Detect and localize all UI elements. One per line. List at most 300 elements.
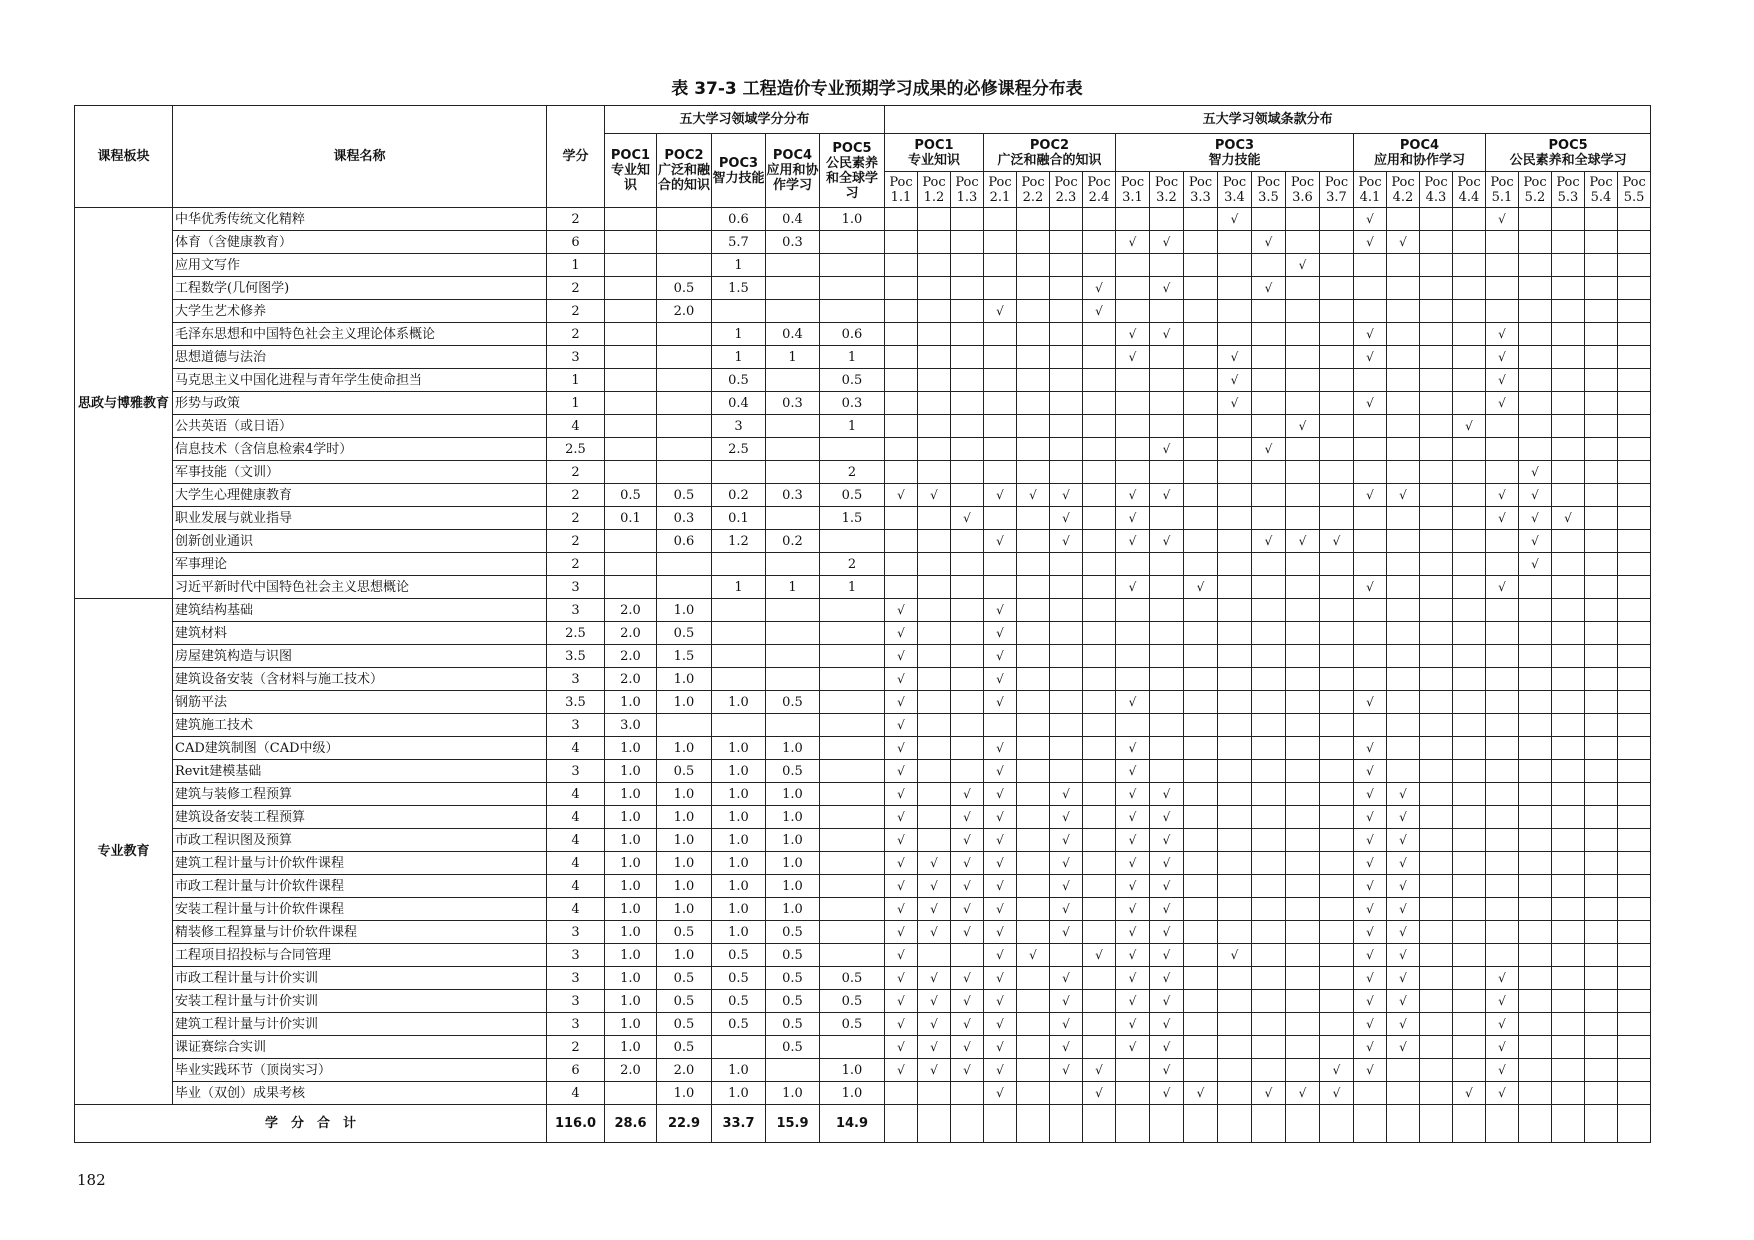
table-title: 表 37-3 工程造价专业预期学习成果的必修课程分布表: [671, 79, 1083, 99]
poc-check-cell: [1116, 461, 1150, 484]
poc-check-cell: [1286, 1059, 1320, 1082]
poc-credit-value: 1.0: [766, 898, 820, 921]
poc-check-cell: [1083, 990, 1116, 1013]
total-empty-cell: [1050, 1105, 1083, 1143]
poc-sub-prefix: Poc: [1222, 174, 1247, 190]
total-empty-cell: [1453, 1105, 1486, 1143]
poc-check-cell: [1618, 208, 1651, 231]
poc-credit-value: [605, 530, 657, 553]
poc-check-cell: [1286, 507, 1320, 530]
poc-check-cell: [1585, 668, 1618, 691]
check-mark: √: [1519, 507, 1552, 530]
poc-check-cell: [1552, 898, 1585, 921]
poc-check-cell: [1050, 438, 1083, 461]
check-mark: √: [1354, 231, 1387, 254]
poc-check-cell: [1618, 691, 1651, 714]
poc-sub-prefix: Poc: [1054, 174, 1078, 190]
poc-check-cell: [1618, 622, 1651, 645]
check-mark: √: [918, 921, 951, 944]
poc-check-cell: [1519, 760, 1552, 783]
poc-check-cell: [1286, 300, 1320, 323]
poc-sub-code: 5.4: [1590, 189, 1612, 205]
poc-check-cell: [1519, 277, 1552, 300]
poc-check-cell: [1453, 300, 1486, 323]
poc-credit-value: 0.5: [766, 990, 820, 1013]
course-name: 军事技能（文训）: [173, 461, 547, 484]
poc-code: POC1: [610, 148, 651, 163]
poc-credit-value: [657, 208, 712, 231]
table-row: [75, 208, 1651, 231]
check-mark: √: [984, 484, 1017, 507]
poc-check-cell: [951, 645, 984, 668]
course-credit: 3: [547, 967, 605, 990]
poc-check-cell: [1618, 1059, 1651, 1082]
course-credit: 4: [547, 783, 605, 806]
check-mark: √: [1150, 277, 1184, 300]
poc-sub-code: 3.4: [1224, 189, 1245, 205]
check-mark: √: [918, 967, 951, 990]
check-mark: √: [984, 300, 1017, 323]
poc-credit-value: 1: [766, 346, 820, 369]
poc-credit-value: 2.0: [605, 622, 657, 645]
poc-check-cell: [1184, 599, 1218, 622]
poc-check-cell: [918, 277, 951, 300]
table-row: [75, 1059, 1651, 1082]
poc-check-cell: [1486, 300, 1519, 323]
poc-check-cell: [1116, 254, 1150, 277]
poc-check-cell: [1453, 323, 1486, 346]
check-mark: √: [885, 875, 918, 898]
poc-check-cell: [1585, 323, 1618, 346]
poc-sub-prefix: Poc: [1087, 174, 1111, 190]
poc-check-cell: [1420, 898, 1453, 921]
check-mark: √: [1354, 323, 1387, 346]
poc-check-cell: [1453, 553, 1486, 576]
header-poc-sub-5-3: [1552, 172, 1585, 208]
poc-credit-value: [657, 553, 712, 576]
header-domain-items: 五大学习领域条款分布: [885, 106, 1651, 134]
course-credit: 2: [547, 323, 605, 346]
poc-check-cell: [1519, 852, 1552, 875]
poc-check-cell: [1453, 852, 1486, 875]
check-mark: √: [1116, 1013, 1150, 1036]
poc-sub-prefix: Poc: [1457, 174, 1481, 190]
course-name: 职业发展与就业指导: [173, 507, 547, 530]
poc-check-cell: [918, 208, 951, 231]
poc-check-cell: [1218, 967, 1252, 990]
poc-check-cell: [1453, 806, 1486, 829]
total-empty-cell: [1519, 1105, 1552, 1143]
check-mark: √: [918, 852, 951, 875]
poc-check-cell: [1050, 760, 1083, 783]
check-mark: √: [1050, 990, 1083, 1013]
check-mark: √: [1486, 1013, 1519, 1036]
course-credit: 2: [547, 484, 605, 507]
check-mark: √: [1486, 392, 1519, 415]
poc-check-cell: [1184, 852, 1218, 875]
poc-check-cell: [1420, 208, 1453, 231]
poc-check-cell: [1184, 530, 1218, 553]
poc-check-cell: [1252, 990, 1286, 1013]
poc-check-cell: [1218, 323, 1252, 346]
check-mark: √: [1354, 208, 1387, 231]
poc-check-cell: [1552, 392, 1585, 415]
poc-check-cell: [1252, 1013, 1286, 1036]
poc-check-cell: [1420, 530, 1453, 553]
check-mark: √: [918, 484, 951, 507]
poc-check-cell: [951, 622, 984, 645]
poc-group-label: 应用和协作学习: [1373, 152, 1465, 168]
poc-group-code: POC3: [1214, 137, 1255, 153]
poc-label: 应用和协作学习: [766, 163, 819, 193]
poc-credit-value: [820, 714, 885, 737]
check-mark: √: [885, 737, 918, 760]
total-empty-cell: [1354, 1105, 1387, 1143]
poc-check-cell: [1218, 1013, 1252, 1036]
poc-check-cell: [1116, 1059, 1150, 1082]
poc-credit-value: [657, 392, 712, 415]
check-mark: √: [1116, 484, 1150, 507]
poc-credit-value: [657, 461, 712, 484]
poc-check-cell: [1585, 760, 1618, 783]
poc-check-cell: [1017, 231, 1050, 254]
poc-check-cell: [1420, 990, 1453, 1013]
poc-credit-value: 1: [820, 415, 885, 438]
poc-check-cell: [1116, 714, 1150, 737]
poc-check-cell: [1083, 898, 1116, 921]
poc-check-cell: [1184, 208, 1218, 231]
poc-credit-value: 1.0: [712, 806, 766, 829]
poc-sub-prefix: Poc: [1391, 174, 1415, 190]
poc-check-cell: [1552, 875, 1585, 898]
poc-check-cell: [1286, 599, 1320, 622]
check-mark: √: [1354, 783, 1387, 806]
poc-credit-value: 1: [712, 346, 766, 369]
poc-credit-value: [766, 461, 820, 484]
poc-credit-value: 1.0: [766, 783, 820, 806]
poc-credit-value: 1.0: [657, 829, 712, 852]
check-mark: √: [984, 737, 1017, 760]
header-poc-sub-3-5: [1252, 172, 1286, 208]
poc-check-cell: [1420, 300, 1453, 323]
check-mark: √: [1486, 1082, 1519, 1105]
poc-check-cell: [1320, 714, 1354, 737]
poc-credit-value: 1.0: [712, 691, 766, 714]
check-mark: √: [1486, 369, 1519, 392]
poc-credit-value: [657, 231, 712, 254]
poc-check-cell: [1184, 438, 1218, 461]
poc-check-cell: [1184, 346, 1218, 369]
poc-check-cell: [1519, 1082, 1552, 1105]
poc-credit-value: [605, 1082, 657, 1105]
check-mark: √: [1387, 852, 1420, 875]
check-mark: √: [1519, 461, 1552, 484]
table-row: [75, 875, 1651, 898]
poc-check-cell: [1420, 1059, 1453, 1082]
check-mark: √: [1486, 507, 1519, 530]
course-credit: 3: [547, 714, 605, 737]
poc-check-cell: [1050, 714, 1083, 737]
poc-check-cell: [1486, 737, 1519, 760]
poc-check-cell: [1083, 622, 1116, 645]
check-mark: √: [1354, 737, 1387, 760]
poc-credit-value: [605, 461, 657, 484]
poc-check-cell: [918, 553, 951, 576]
poc-check-cell: [1552, 208, 1585, 231]
check-mark: √: [1218, 369, 1252, 392]
poc-check-cell: [1519, 921, 1552, 944]
poc-check-cell: [1585, 231, 1618, 254]
check-mark: √: [1150, 990, 1184, 1013]
check-mark: √: [1050, 507, 1083, 530]
poc-sub-code: 1.3: [956, 189, 978, 205]
poc-check-cell: [1150, 208, 1184, 231]
poc-check-cell: [1519, 783, 1552, 806]
poc-check-cell: [1585, 875, 1618, 898]
check-mark: √: [984, 967, 1017, 990]
header-poc-group-2: [984, 134, 1116, 172]
course-name: 大学生心理健康教育: [173, 484, 547, 507]
table-row: [75, 507, 1651, 530]
poc-credit-value: 1.0: [712, 760, 766, 783]
course-credit: 3: [547, 921, 605, 944]
check-mark: √: [951, 783, 984, 806]
poc-check-cell: [885, 461, 918, 484]
poc-credit-value: 1.0: [712, 829, 766, 852]
poc-check-cell: [1519, 737, 1552, 760]
check-mark: √: [885, 990, 918, 1013]
poc-check-cell: [1116, 622, 1150, 645]
poc-credit-value: [605, 576, 657, 599]
poc-check-cell: [1453, 645, 1486, 668]
poc-credit-value: 0.4: [712, 392, 766, 415]
poc-check-cell: [1017, 622, 1050, 645]
poc-check-cell: [1354, 507, 1387, 530]
poc-group-label: 专业知识: [907, 152, 960, 168]
poc-credit-value: 1.0: [766, 829, 820, 852]
poc-check-cell: [1050, 277, 1083, 300]
poc-sub-prefix: Poc: [955, 174, 979, 190]
poc-check-cell: [1184, 829, 1218, 852]
poc-check-cell: [1354, 300, 1387, 323]
check-mark: √: [984, 622, 1017, 645]
check-mark: √: [1050, 1059, 1083, 1082]
poc-check-cell: [1618, 323, 1651, 346]
poc-credit-value: [657, 369, 712, 392]
poc-check-cell: [1354, 530, 1387, 553]
poc-check-cell: [1486, 898, 1519, 921]
poc-check-cell: [1116, 300, 1150, 323]
poc-check-cell: [1184, 806, 1218, 829]
poc-check-cell: [1050, 737, 1083, 760]
poc-check-cell: [1286, 622, 1320, 645]
poc-check-cell: [1286, 438, 1320, 461]
poc-check-cell: [918, 829, 951, 852]
poc-check-cell: [984, 415, 1017, 438]
poc-check-cell: [1252, 783, 1286, 806]
header-poc-credit-5: [820, 134, 885, 208]
poc-check-cell: [1320, 1013, 1354, 1036]
poc-check-cell: [918, 300, 951, 323]
check-mark: √: [885, 944, 918, 967]
poc-check-cell: [1083, 783, 1116, 806]
poc-credit-value: 2: [820, 553, 885, 576]
course-name: 钢筋平法: [173, 691, 547, 714]
poc-check-cell: [1252, 691, 1286, 714]
table-row: [75, 392, 1651, 415]
poc-check-cell: [1286, 990, 1320, 1013]
poc-group-code: POC4: [1399, 137, 1440, 153]
poc-credit-value: 0.2: [766, 530, 820, 553]
poc-check-cell: [918, 392, 951, 415]
poc-check-cell: [1585, 415, 1618, 438]
check-mark: √: [1116, 760, 1150, 783]
poc-check-cell: [1017, 737, 1050, 760]
poc-check-cell: [1618, 300, 1651, 323]
check-mark: √: [951, 806, 984, 829]
check-mark: √: [951, 967, 984, 990]
check-mark: √: [1150, 438, 1184, 461]
course-name: 精装修工程算量与计价软件课程: [173, 921, 547, 944]
poc-credit-value: 0.5: [712, 944, 766, 967]
poc-check-cell: [984, 231, 1017, 254]
check-mark: √: [1116, 530, 1150, 553]
poc-check-cell: [1552, 1082, 1585, 1105]
poc-credit-value: 1.0: [605, 967, 657, 990]
poc-check-cell: [1050, 415, 1083, 438]
poc-check-cell: [1552, 461, 1585, 484]
poc-check-cell: [1252, 829, 1286, 852]
poc-credit-value: 1.5: [712, 277, 766, 300]
poc-check-cell: [1017, 208, 1050, 231]
check-mark: √: [1050, 921, 1083, 944]
course-credit: 2: [547, 208, 605, 231]
poc-credit-value: 1.0: [657, 944, 712, 967]
course-name: 建筑工程计量与计价软件课程: [173, 852, 547, 875]
poc-check-cell: [1387, 438, 1420, 461]
check-mark: √: [1354, 921, 1387, 944]
poc-check-cell: [918, 622, 951, 645]
poc-check-cell: [1420, 829, 1453, 852]
poc-check-cell: [1320, 806, 1354, 829]
check-mark: √: [885, 967, 918, 990]
poc-sub-code: 3.2: [1156, 189, 1177, 205]
poc-check-cell: [951, 760, 984, 783]
poc-check-cell: [1552, 277, 1585, 300]
course-name: 市政工程计量与计价实训: [173, 967, 547, 990]
table-row: [75, 415, 1651, 438]
poc-check-cell: [885, 300, 918, 323]
poc-check-cell: [1218, 714, 1252, 737]
total-empty-cell: [984, 1105, 1017, 1143]
check-mark: √: [1083, 300, 1116, 323]
poc-check-cell: [1083, 737, 1116, 760]
poc-check-cell: [1218, 1082, 1252, 1105]
poc-check-cell: [1252, 1036, 1286, 1059]
poc-check-cell: [1017, 829, 1050, 852]
poc-check-cell: [1184, 990, 1218, 1013]
check-mark: √: [885, 645, 918, 668]
poc-sub-prefix: Poc: [1523, 174, 1547, 190]
check-mark: √: [951, 990, 984, 1013]
poc-check-cell: [1585, 737, 1618, 760]
course-name: 建筑设备安装（含材料与施工技术）: [173, 668, 547, 691]
poc-check-cell: [951, 300, 984, 323]
check-mark: √: [1286, 254, 1320, 277]
poc-check-cell: [1453, 392, 1486, 415]
poc-check-cell: [1252, 714, 1286, 737]
poc-credit-value: 0.5: [766, 691, 820, 714]
check-mark: √: [1354, 576, 1387, 599]
poc-check-cell: [1453, 668, 1486, 691]
course-name: 毕业（双创）成果考核: [173, 1082, 547, 1105]
check-mark: √: [1354, 346, 1387, 369]
poc-check-cell: [1116, 208, 1150, 231]
course-name: 建筑结构基础: [173, 599, 547, 622]
poc-check-cell: [1218, 300, 1252, 323]
poc-check-cell: [1218, 783, 1252, 806]
poc-check-cell: [1552, 829, 1585, 852]
poc-check-cell: [1486, 599, 1519, 622]
poc-credit-value: 1.0: [820, 1082, 885, 1105]
poc-check-cell: [1017, 1059, 1050, 1082]
poc-credit-value: 0.5: [766, 967, 820, 990]
poc-check-cell: [1420, 691, 1453, 714]
poc-check-cell: [1218, 760, 1252, 783]
poc-credit-value: 1.0: [605, 944, 657, 967]
poc-check-cell: [1618, 415, 1651, 438]
poc-check-cell: [1150, 668, 1184, 691]
poc-check-cell: [984, 461, 1017, 484]
course-name: 房屋建筑构造与识图: [173, 645, 547, 668]
poc-check-cell: [1387, 277, 1420, 300]
poc-check-cell: [1618, 438, 1651, 461]
poc-check-cell: [1387, 208, 1420, 231]
check-mark: √: [984, 806, 1017, 829]
total-credit: 116.0: [547, 1105, 605, 1143]
poc-check-cell: [1184, 300, 1218, 323]
poc-check-cell: [1116, 1082, 1150, 1105]
table-row: [75, 760, 1651, 783]
poc-check-cell: [1552, 415, 1585, 438]
check-mark: √: [1552, 507, 1585, 530]
check-mark: √: [984, 921, 1017, 944]
poc-check-cell: [1354, 599, 1387, 622]
poc-check-cell: [1618, 875, 1651, 898]
poc-credit-value: 2.0: [605, 668, 657, 691]
course-credit: 3: [547, 944, 605, 967]
poc-credit-value: 1.0: [712, 783, 766, 806]
poc-check-cell: [1050, 622, 1083, 645]
check-mark: √: [984, 691, 1017, 714]
poc-check-cell: [1050, 392, 1083, 415]
check-mark: √: [885, 783, 918, 806]
poc-check-cell: [1218, 806, 1252, 829]
check-mark: √: [1116, 576, 1150, 599]
poc-check-cell: [1420, 254, 1453, 277]
table-row: [75, 691, 1651, 714]
poc-check-cell: [1286, 1036, 1320, 1059]
check-mark: √: [918, 1013, 951, 1036]
poc-credit-value: 1.0: [712, 875, 766, 898]
poc-check-cell: [951, 323, 984, 346]
poc-credit-value: [820, 277, 885, 300]
poc-check-cell: [1320, 829, 1354, 852]
poc-check-cell: [1519, 944, 1552, 967]
course-credit: 1: [547, 254, 605, 277]
poc-check-cell: [1453, 438, 1486, 461]
poc-credit-value: 0.5: [766, 944, 820, 967]
